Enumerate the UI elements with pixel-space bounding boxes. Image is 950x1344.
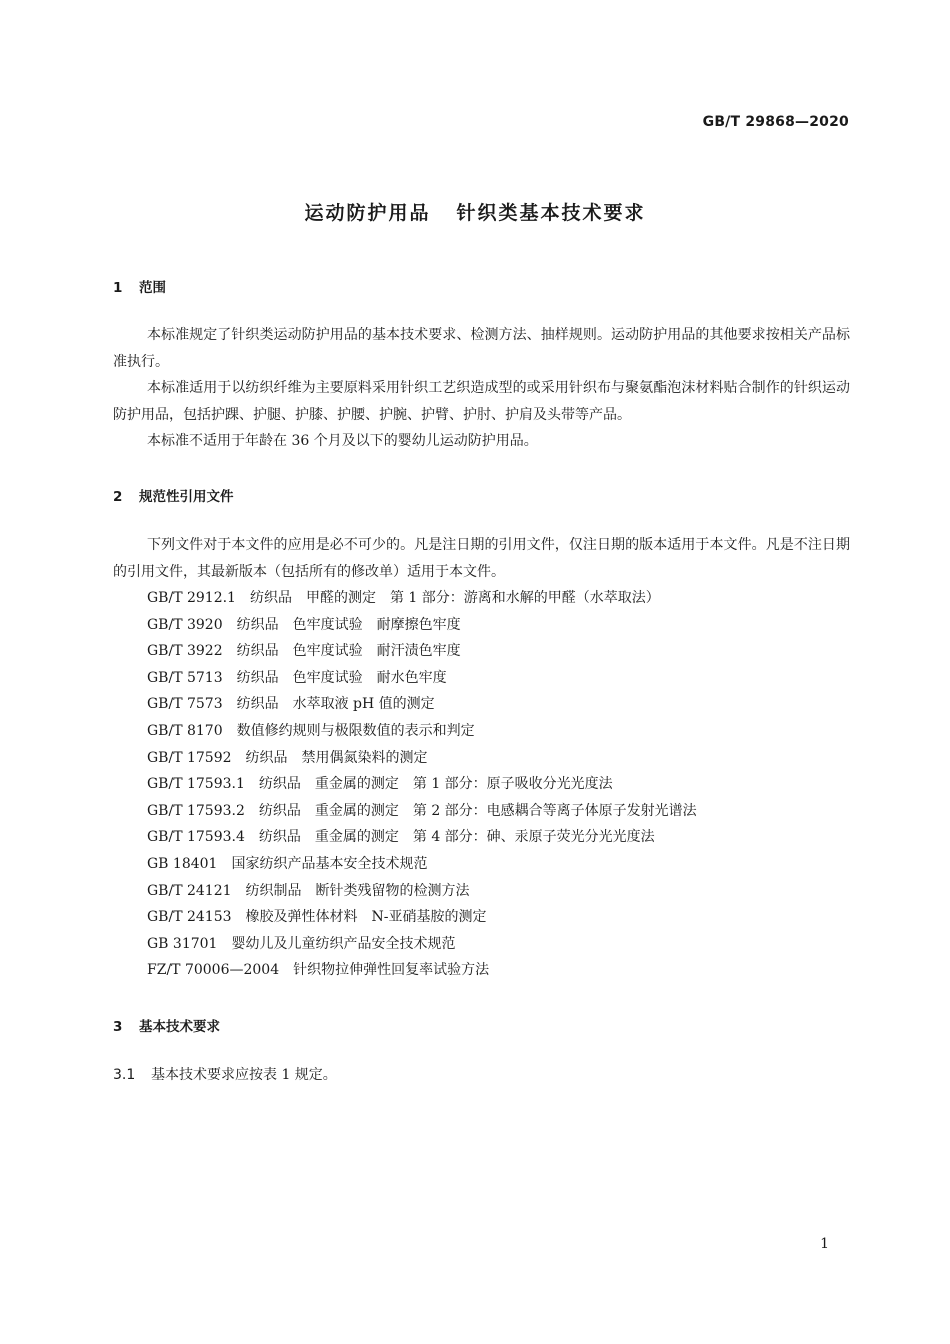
reference-name: 纺织品 重金属的测定 第 2 部分：电感耦合等离子体原子发射光谱法	[258, 802, 697, 819]
reference-item	[147, 957, 697, 984]
section-1-paragraph-3: 本标准不适用于年龄在 36 个月及以下的婴幼儿运动防护用品。	[147, 433, 538, 449]
reference-code: GB/T 17593.1	[147, 776, 245, 793]
title-part-2: 针织类基本技术要求	[456, 202, 646, 224]
clause-3-1	[113, 1064, 337, 1084]
reference-item	[147, 771, 697, 798]
reference-name: 婴幼儿及儿童纺织产品安全技术规范	[231, 935, 456, 952]
title-part-1: 运动防护用品	[304, 202, 431, 224]
reference-name: 纺织品 重金属的测定 第 4 部分：砷、汞原子荧光分光光度法	[258, 829, 655, 846]
reference-item	[147, 824, 697, 851]
reference-name: 纺织品 色牢度试验 耐水色牢度	[236, 669, 447, 686]
section-2-heading	[113, 485, 234, 505]
reference-item	[147, 612, 697, 639]
section-2-intro: 下列文件对于本文件的应用是必不可少的。凡是注日期的引用文件，仅注日期的版本适用于本文件。凡是不注日期的引用文件，其最新版本（包括所有的修改单）适用于本文件。	[113, 537, 850, 580]
reference-list	[147, 585, 697, 984]
clause-text: 基本技术要求应按表 1 规定。	[151, 1067, 337, 1083]
reference-item	[147, 904, 697, 931]
reference-code: GB 18401	[147, 855, 218, 872]
reference-code: FZ/T 70006—2004	[147, 962, 280, 979]
reference-code: GB 31701	[147, 935, 218, 952]
section-title: 规范性引用文件	[139, 489, 234, 505]
section-title: 基本技术要求	[139, 1019, 220, 1035]
reference-item	[147, 665, 697, 692]
reference-item	[147, 638, 697, 665]
document-title	[0, 198, 950, 225]
reference-code: GB/T 8170	[147, 722, 223, 739]
reference-code: GB/T 17593.2	[147, 802, 245, 819]
reference-code: GB/T 5713	[147, 669, 223, 686]
reference-name: 国家纺织产品基本安全技术规范	[231, 855, 428, 872]
reference-name: 纺织品 重金属的测定 第 1 部分：原子吸收分光光度法	[258, 776, 613, 793]
reference-code: GB/T 24153	[147, 909, 232, 926]
reference-item	[147, 798, 697, 825]
section-1-paragraph-2: 本标准适用于以纺织纤维为主要原料采用针织工艺织造成型的或采用针织布与聚氨酯泡沫材料贴合制作的针织运动防护用品，包括护踝、护腿、护膝、护腰、护腕、护臂、护肘、护肩及头带等产品。	[113, 380, 850, 423]
reference-item	[147, 718, 697, 745]
section-title: 范围	[139, 280, 166, 296]
reference-name: 橡胶及弹性体材料 N-亚硝基胺的测定	[245, 909, 487, 926]
clause-number: 3.1	[113, 1067, 136, 1083]
reference-item	[147, 691, 697, 718]
reference-code: GB/T 7573	[147, 696, 223, 713]
section-1-paragraph-1: 本标准规定了针织类运动防护用品的基本技术要求、检测方法、抽样规则。运动防护用品的其他要求按相关产品标准执行。	[113, 327, 850, 370]
reference-name: 纺织品 色牢度试验 耐摩擦色牢度	[236, 616, 461, 633]
reference-name: 数值修约规则与极限数值的表示和判定	[236, 722, 475, 739]
section-3-heading	[113, 1015, 220, 1035]
reference-code: GB/T 3922	[147, 643, 223, 660]
reference-code: GB/T 24121	[147, 882, 232, 899]
standard-code: GB/T 29868—2020	[702, 114, 849, 130]
reference-code: GB/T 2912.1	[147, 590, 236, 606]
reference-name: 纺织品 甲醛的测定 第 1 部分：游离和水解的甲醛（水萃取法）	[249, 590, 660, 606]
reference-name: 纺织品 禁用偶氮染料的测定	[245, 749, 428, 766]
section-number: 1	[113, 280, 123, 296]
reference-name: 纺织品 色牢度试验 耐汗渍色牢度	[236, 643, 461, 660]
reference-item	[147, 931, 697, 958]
reference-code: GB/T 3920	[147, 616, 223, 633]
reference-item	[147, 745, 697, 772]
reference-code: GB/T 17593.4	[147, 829, 245, 846]
reference-name: 纺织制品 断针类残留物的检测方法	[245, 882, 470, 899]
reference-item	[147, 878, 697, 905]
reference-name: 纺织品 水萃取液 pH 值的测定	[236, 696, 435, 713]
reference-name: 针织物拉伸弹性回复率试验方法	[293, 962, 490, 979]
section-number: 2	[113, 489, 123, 505]
reference-item	[147, 851, 697, 878]
section-number: 3	[113, 1019, 123, 1035]
reference-item	[147, 585, 697, 612]
reference-code: GB/T 17592	[147, 749, 232, 766]
section-1-heading	[113, 276, 166, 296]
page-number: 1	[820, 1236, 829, 1252]
